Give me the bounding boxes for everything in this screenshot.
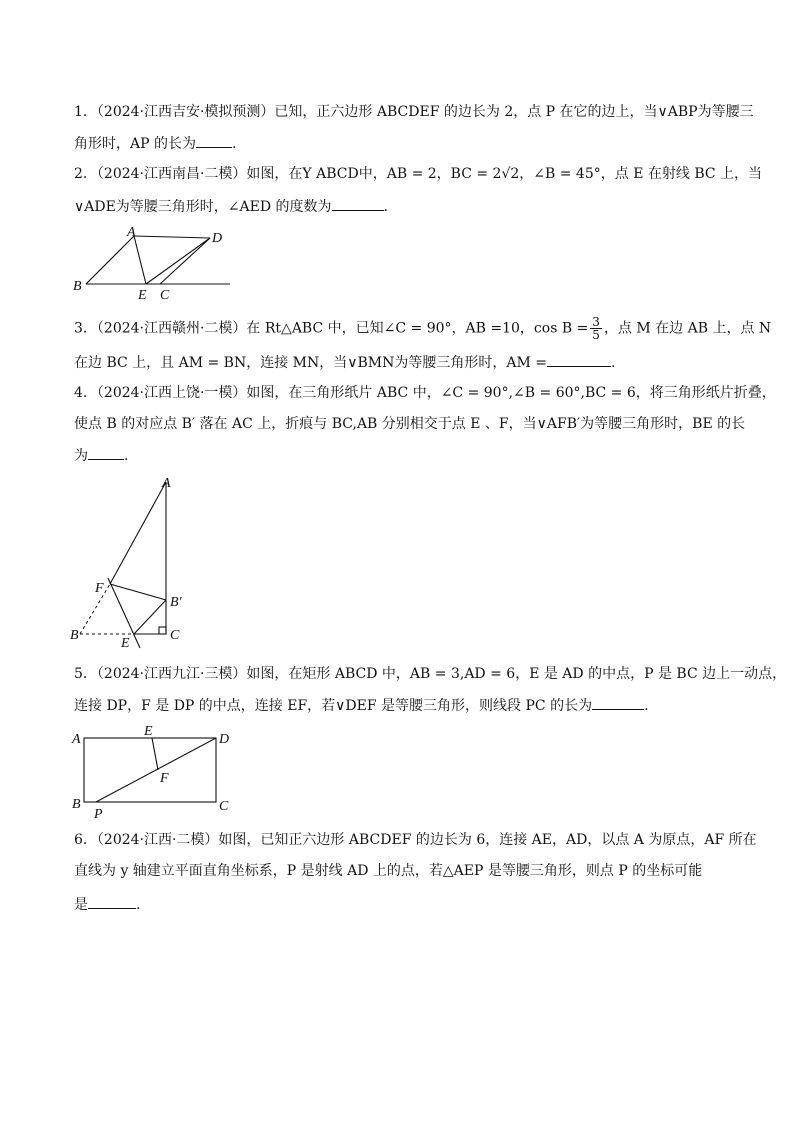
problem-3-line-1b: ，点 M 在边 AB 上，点 N [603,320,772,337]
fraction-denominator: 5 [592,328,600,342]
fraction-3-5 [590,316,602,341]
problem-6-line-3 [74,894,140,915]
problem-1-line-2-text: 角形时，AP 的长为 [74,136,196,152]
label-E: E [121,636,130,651]
problem-3-line-1a: 3．（2024·江西赣州·二模）在 Rt△ABC 中，已知∠C = 90°，AB =10，cos B = [74,320,589,337]
label-D: D [219,732,230,747]
problem-3-line-1 [74,316,771,341]
problem-4-line-1: 4．（2024·江西上饶·一模）如图，在三角形纸片 ABC 中，∠C = 90°,∠B = 60°,BC = 6，将三角形纸片折叠， [74,385,776,401]
label-F: F [160,771,169,786]
problem-1-line-1: 1．（2024·江西吉安·模拟预测）已知，正六边形 ABCDEF 的边长为 2，点 P 在它的边上，当∨ABP为等腰三 [74,104,754,120]
label-C: C [219,799,229,814]
problem-4-line-3-text: 为 [74,448,88,464]
problem-5-line-1: 5．（2024·江西九江·三模）如图，在矩形 ABCD 中，AB = 3,AD = 6，E 是 AD 的中点，P 是 BC 边上一动点， [74,666,787,682]
problem-5-line-2-text: 连接 DP，F 是 DP 的中点，连接 EF，若∨DEF 是等腰三角形，则线段 PC 的长为 [74,698,593,714]
label-P: P [94,807,103,822]
answer-blank [547,352,611,367]
problem-3-line-2-text: 在边 BC 上，且 AM = BN，连接 MN，当∨BMN为等腰三角形时，AM = [74,355,548,371]
fraction-numerator: 3 [592,315,600,329]
problem-4-line-3 [74,445,128,466]
period: . [136,897,141,913]
answer-blank [88,894,136,909]
period: . [611,355,616,371]
answer-blank [332,196,384,211]
period: . [231,136,237,152]
rectangle-figure [66,722,246,822]
folded-triangle-figure [66,472,206,654]
label-A: A [127,225,136,240]
problem-1-line-2 [74,133,236,154]
problem-6-line-2: 直线为 y 轴建立平面直角坐标系，P 是射线 AD 上的点，若△AEP 是等腰三角形，则点 P 的坐标可能 [74,863,703,879]
label-B: B [72,797,81,812]
label-A: A [162,476,171,491]
period: . [383,199,388,215]
problem-2-line-1: 2．（2024·江西南昌·二模）如图，在Y ABCD中，AB = 2，BC = 2√2，∠B = 45°，点 E 在射线 BC 上，当 [74,166,763,182]
problem-6-line-3-text: 是 [74,897,88,913]
period: . [124,448,129,464]
problem-2-line-2-text: ∨ADE为等腰三角形时，∠AED 的度数为 [74,199,332,215]
label-C: C [170,628,180,643]
problem-3-line-2 [74,352,615,373]
problem-4-line-2: 使点 B 的对应点 B′ 落在 AC 上，折痕与 BC,AB 分别相交于点 E 、F，当∨AFB′为等腰三角形时，BE 的长 [74,416,746,432]
label-A: A [72,732,81,747]
label-C: C [160,288,170,303]
parallelogram-figure [70,224,250,304]
problem-5-line-2 [74,695,649,716]
label-B: B [70,628,79,643]
answer-blank [88,445,124,460]
problem-2-line-2 [74,196,388,217]
label-B-prime: B′ [170,595,182,610]
period: . [644,698,649,714]
label-D: D [212,231,223,246]
problem-6-line-1: 6．（2024·江西·二模）如图，已知正六边形 ABCDEF 的边长为 6，连接 AE，AD，以点 A 为原点，AF 所在 [74,832,757,848]
label-F: F [95,581,104,596]
answer-blank [196,133,232,148]
label-E: E [138,288,147,303]
answer-blank [592,695,644,710]
label-E: E [144,724,153,739]
label-B: B [73,279,82,294]
